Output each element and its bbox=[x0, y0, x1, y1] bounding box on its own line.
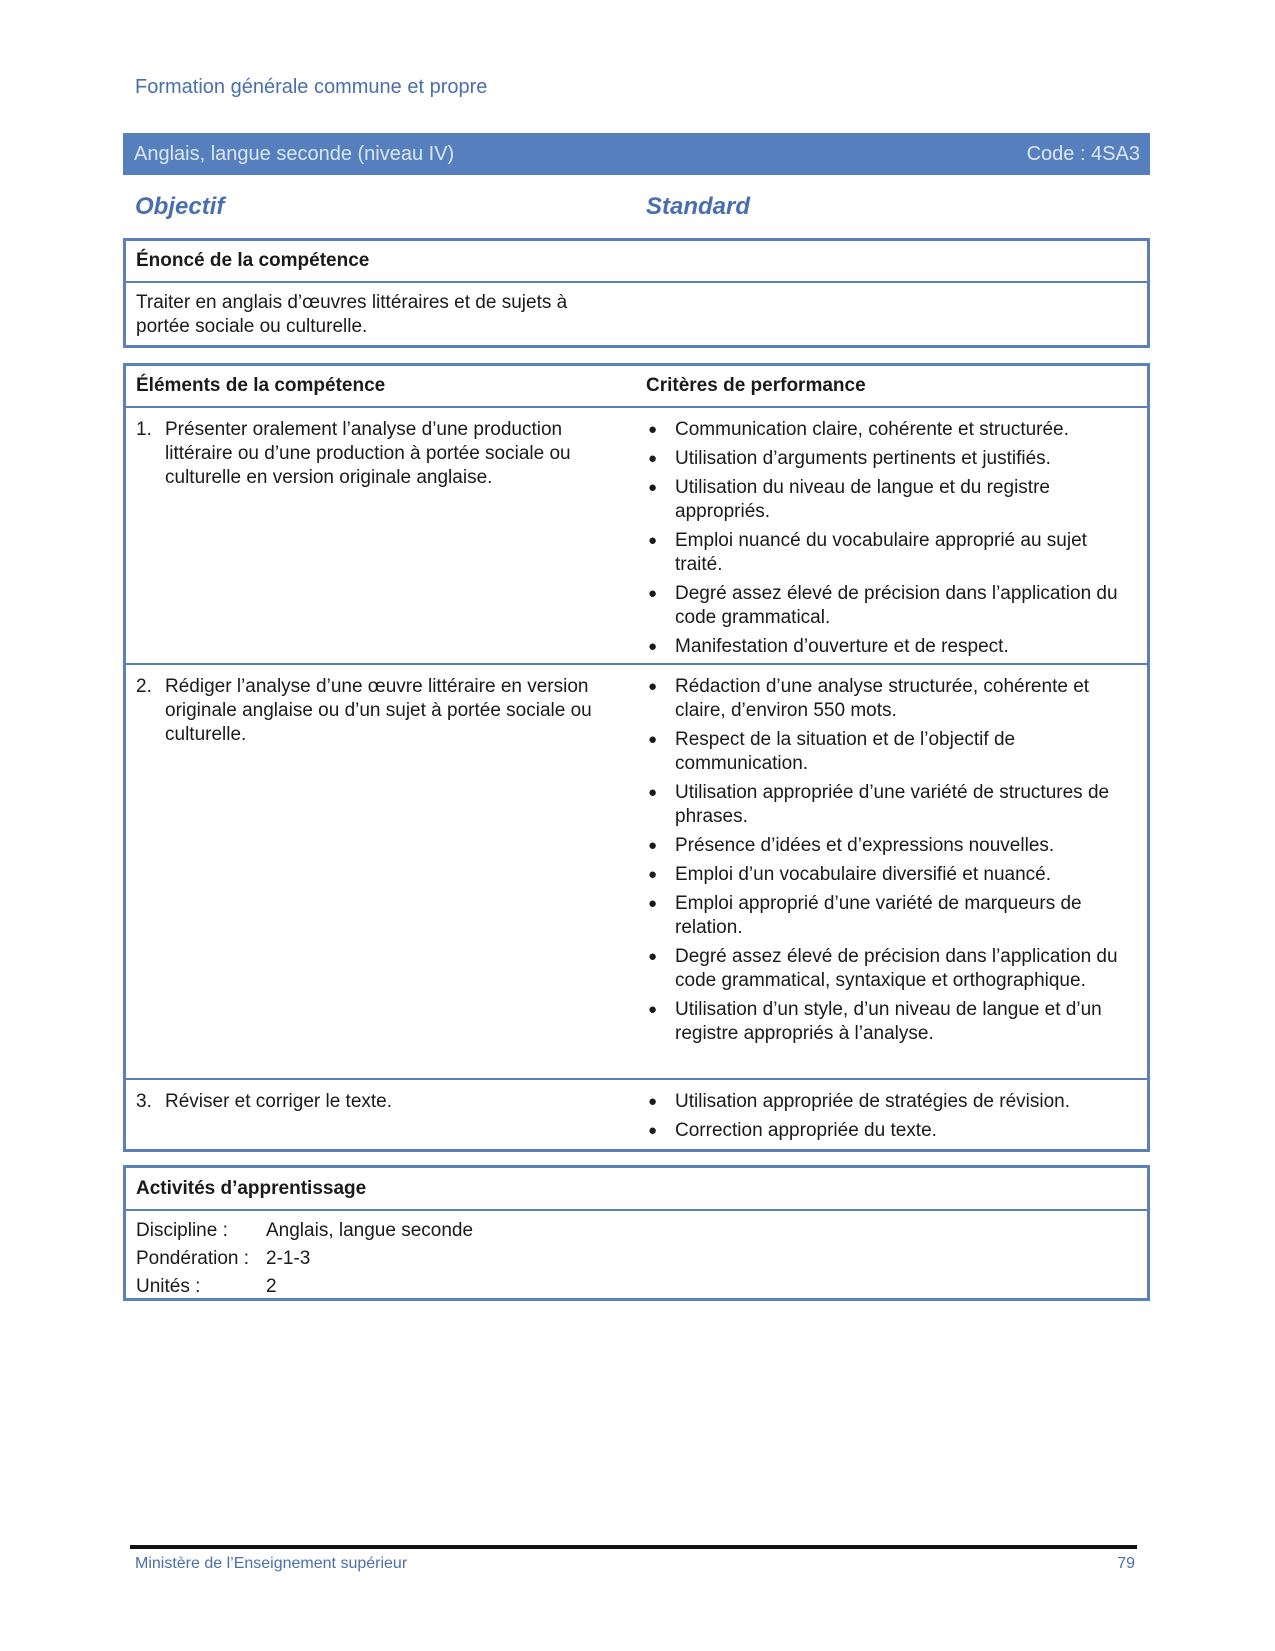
table-row bbox=[126, 665, 1147, 1080]
unites-line bbox=[126, 1273, 1147, 1301]
bullet-icon: ● bbox=[648, 1122, 658, 1139]
footer-ministry: Ministère de l’Enseignement supérieur bbox=[135, 1555, 408, 1572]
criterion-item bbox=[646, 1119, 1136, 1143]
element-text: Réviser et corriger le texte. bbox=[165, 1091, 393, 1112]
objective-label: Objectif bbox=[135, 193, 225, 220]
ponderation-line bbox=[126, 1245, 1147, 1273]
criterion-item bbox=[646, 781, 1136, 829]
criteria-list bbox=[646, 1080, 1136, 1152]
activities-box bbox=[123, 1165, 1150, 1301]
bullet-icon: ● bbox=[648, 948, 658, 965]
table-row bbox=[126, 1080, 1147, 1152]
criterion-item bbox=[646, 728, 1136, 776]
criterion-text: Respect de la situation et de l’objectif de communication. bbox=[675, 729, 1016, 774]
bullet-icon: ● bbox=[648, 866, 658, 883]
criterion-text: Communication claire, cohérente et structurée. bbox=[675, 419, 1069, 440]
criterion-text: Utilisation du niveau de langue et du registre appropriés. bbox=[675, 477, 1050, 522]
element-number: 1. bbox=[136, 419, 152, 440]
discipline-value: Anglais, langue seconde bbox=[266, 1220, 474, 1241]
criterion-text: Degré assez élevé de précision dans l’application du code grammatical, syntaxique et orthographique. bbox=[675, 946, 1118, 991]
criterion-text: Correction appropriée du texte. bbox=[675, 1120, 937, 1141]
criterion-text: Manifestation d’ouverture et de respect. bbox=[675, 636, 1009, 657]
criterion-item bbox=[646, 863, 1136, 887]
unites-label: Unités : bbox=[136, 1276, 201, 1297]
criteria-heading: Critères de performance bbox=[646, 375, 866, 396]
bullet-icon: ● bbox=[648, 731, 658, 748]
criterion-text: Présence d’idées et d’expressions nouvelles. bbox=[675, 835, 1055, 856]
element-cell bbox=[136, 675, 616, 747]
criterion-item bbox=[646, 675, 1136, 723]
page-number: 79 bbox=[1117, 1555, 1135, 1572]
criterion-item bbox=[646, 834, 1136, 858]
unites-value: 2 bbox=[266, 1276, 277, 1297]
criterion-text: Emploi nuancé du vocabulaire approprié au sujet traité. bbox=[675, 530, 1087, 575]
course-title: Anglais, langue seconde (niveau IV) bbox=[134, 142, 455, 165]
bullet-icon: ● bbox=[648, 1001, 658, 1018]
criterion-item bbox=[646, 447, 1136, 471]
bullet-icon: ● bbox=[648, 532, 658, 549]
table-row bbox=[126, 408, 1147, 665]
criterion-item bbox=[646, 1090, 1136, 1114]
criterion-item bbox=[646, 418, 1136, 442]
discipline-label: Discipline : bbox=[136, 1220, 228, 1241]
criteria-list bbox=[646, 665, 1136, 1055]
criterion-item bbox=[646, 529, 1136, 577]
course-code: Code : 4SA3 bbox=[1026, 142, 1140, 165]
bullet-icon: ● bbox=[648, 450, 658, 467]
bullet-icon: ● bbox=[648, 1093, 658, 1110]
criterion-text: Utilisation d’un style, d’un niveau de langue et d’un registre appropriés à l’analyse. bbox=[675, 999, 1102, 1044]
element-text: Présenter oralement l’analyse d’une production littéraire ou d’une production à portée sociale ou culturelle en version originale anglaise. bbox=[165, 419, 571, 488]
criterion-item bbox=[646, 945, 1136, 993]
discipline-line bbox=[126, 1217, 1147, 1245]
enonce-box bbox=[123, 238, 1150, 348]
criterion-item bbox=[646, 892, 1136, 940]
standard-label: Standard bbox=[646, 193, 751, 220]
section-title: Formation générale commune et propre bbox=[135, 76, 488, 98]
element-cell bbox=[136, 418, 616, 490]
criterion-text: Utilisation d’arguments pertinents et justifiés. bbox=[675, 448, 1051, 469]
bullet-icon: ● bbox=[648, 638, 658, 655]
element-cell bbox=[136, 1090, 616, 1114]
bullet-icon: ● bbox=[648, 585, 658, 602]
criterion-item bbox=[646, 582, 1136, 630]
elements-table bbox=[123, 363, 1150, 1152]
course-title-bar bbox=[123, 133, 1150, 175]
criterion-item bbox=[646, 635, 1136, 659]
elements-header bbox=[126, 366, 1147, 408]
bullet-icon: ● bbox=[648, 837, 658, 854]
element-text: Rédiger l’analyse d’une œuvre littéraire en version originale anglaise ou d’un sujet à portée sociale ou culturelle. bbox=[165, 676, 592, 745]
bullet-icon: ● bbox=[648, 479, 658, 496]
bullet-icon: ● bbox=[648, 421, 658, 438]
element-number: 3. bbox=[136, 1091, 152, 1112]
criterion-item bbox=[646, 998, 1136, 1046]
criterion-item bbox=[646, 476, 1136, 524]
activities-heading: Activités d’apprentissage bbox=[126, 1168, 1147, 1211]
criterion-text: Rédaction d’une analyse structurée, cohérente et claire, d’environ 550 mots. bbox=[675, 676, 1090, 721]
elements-heading: Éléments de la compétence bbox=[136, 375, 386, 396]
enonce-heading: Énoncé de la compétence bbox=[126, 241, 1147, 283]
footer-divider bbox=[130, 1545, 1137, 1549]
element-number: 2. bbox=[136, 676, 152, 697]
criterion-text: Emploi d’un vocabulaire diversifié et nuancé. bbox=[675, 864, 1051, 885]
bullet-icon: ● bbox=[648, 784, 658, 801]
ponderation-value: 2-1-3 bbox=[266, 1248, 311, 1269]
criterion-text: Utilisation appropriée de stratégies de révision. bbox=[675, 1091, 1070, 1112]
criterion-text: Utilisation appropriée d’une variété de structures de phrases. bbox=[675, 782, 1110, 827]
ponderation-label: Pondération : bbox=[136, 1248, 250, 1269]
enonce-text: Traiter en anglais d’œuvres littéraires et de sujets à portée sociale ou culturelle. bbox=[136, 292, 568, 337]
bullet-icon: ● bbox=[648, 895, 658, 912]
activities-details bbox=[126, 1211, 1147, 1301]
criteria-list bbox=[646, 408, 1136, 668]
bullet-icon: ● bbox=[648, 678, 658, 695]
criterion-text: Degré assez élevé de précision dans l’application du code grammatical. bbox=[675, 583, 1118, 628]
criterion-text: Emploi approprié d’une variété de marqueurs de relation. bbox=[675, 893, 1082, 938]
